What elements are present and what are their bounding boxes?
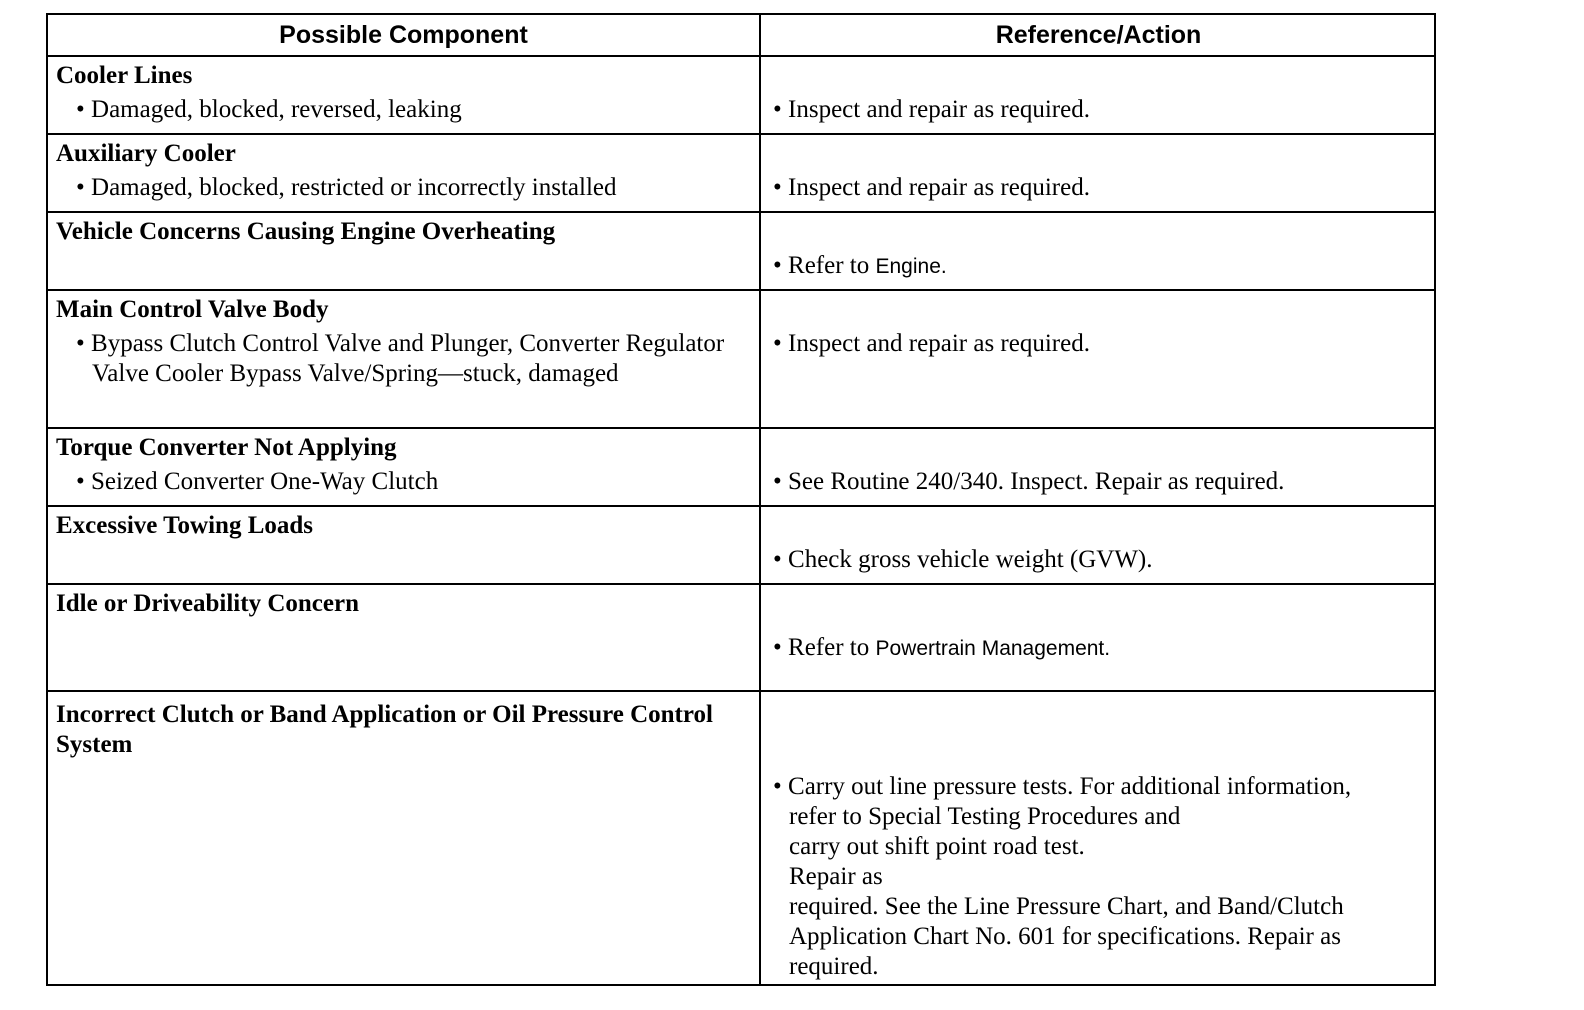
header-reference-action: Reference/Action: [760, 15, 1436, 56]
action-cell: [760, 290, 1436, 428]
component-cell: [48, 212, 760, 290]
table-row: [48, 584, 1436, 691]
action-cell: [760, 134, 1436, 212]
action-text: • Inspect and repair as required.: [769, 57, 1428, 125]
action-line: refer to Special Testing Procedures and: [789, 803, 1181, 830]
action-cell: [760, 56, 1436, 134]
table-row: [48, 506, 1436, 584]
action-cell: [760, 506, 1436, 584]
action-reference: Powertrain Management.: [875, 637, 1111, 660]
table-row: [48, 134, 1436, 212]
component-title: Incorrect Clutch or Band Application or Oil Pressure Control System: [56, 701, 713, 758]
action-cell: [760, 428, 1436, 506]
component-title: Vehicle Concerns Causing Engine Overheating: [56, 218, 556, 245]
action-reference: Engine.: [875, 255, 947, 278]
component-cell: [48, 584, 760, 691]
action-prefix: Refer to: [788, 252, 870, 279]
action-line: Application Chart No. 601 for specifications. Repair as: [789, 923, 1341, 950]
table-row: [48, 212, 1436, 290]
action-text: • Inspect and repair as required.: [769, 135, 1428, 203]
component-title: Main Control Valve Body: [56, 296, 329, 323]
table-row: [48, 691, 1436, 984]
component-title: Excessive Towing Loads: [56, 512, 314, 539]
component-detail: • Seized Converter One-Way Clutch: [56, 467, 751, 497]
action-text: [769, 692, 1428, 982]
action-cell: [760, 212, 1436, 290]
action-text: • Inspect and repair as required.: [769, 291, 1428, 359]
component-title: Idle or Driveability Concern: [56, 590, 359, 617]
component-detail: • Bypass Clutch Control Valve and Plunger, Converter Regulator Valve Cooler Bypass Valve/Spring—stuck, damaged: [56, 329, 751, 389]
action-prefix: Refer to: [788, 634, 870, 661]
action-line: Repair as: [789, 863, 883, 890]
component-detail: • Damaged, blocked, reversed, leaking: [56, 95, 751, 125]
table-row: [48, 290, 1436, 428]
action-cell: [760, 691, 1436, 984]
action-text: [769, 585, 1428, 664]
action-line: required. See the Line Pressure Chart, and Band/Clutch: [789, 893, 1344, 920]
component-cell: [48, 428, 760, 506]
component-cell: [48, 691, 760, 984]
diagnosis-table-frame: [46, 13, 1436, 986]
action-text: • See Routine 240/340. Inspect. Repair as required.: [769, 429, 1428, 497]
diagnosis-table: [48, 15, 1436, 984]
action-line: required.: [789, 953, 879, 980]
action-line: carry out shift point road test.: [789, 833, 1085, 860]
component-cell: [48, 134, 760, 212]
action-text: [769, 213, 1428, 282]
header-possible-component: Possible Component: [48, 15, 760, 56]
header-row: [48, 15, 1436, 56]
component-title: Torque Converter Not Applying: [56, 434, 397, 461]
component-title: Auxiliary Cooler: [56, 140, 236, 167]
action-cell: [760, 584, 1436, 691]
component-cell: [48, 56, 760, 134]
component-detail: • Damaged, blocked, restricted or incorrectly installed: [56, 173, 751, 203]
component-cell: [48, 290, 760, 428]
action-line: Carry out line pressure tests. For additional information,: [788, 773, 1352, 800]
component-cell: [48, 506, 760, 584]
action-text: • Check gross vehicle weight (GVW).: [769, 507, 1428, 575]
table-row: [48, 428, 1436, 506]
component-title: Cooler Lines: [56, 62, 193, 89]
table-row: [48, 56, 1436, 134]
